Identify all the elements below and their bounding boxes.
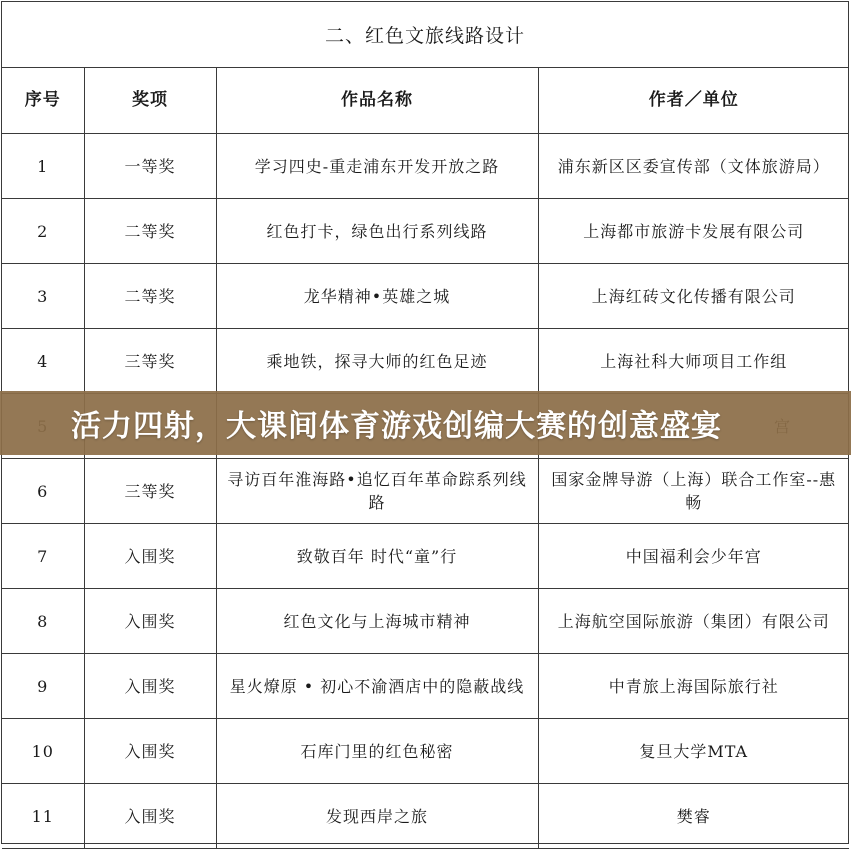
row-award: 入围奖 (84, 784, 216, 849)
row-award: 入围奖 (84, 719, 216, 784)
document-title: 二、红色文旅线路设计 (2, 2, 848, 68)
row-number: 2 (2, 199, 84, 264)
row-author: 上海航空国际旅游（集团）有限公司 (538, 589, 849, 654)
row-award: 入围奖 (84, 589, 216, 654)
row-author: 樊睿 (538, 784, 849, 849)
headline-banner (0, 391, 851, 455)
row-number: 6 (2, 459, 84, 524)
row-author: 国家金牌导游（上海）联合工作室--惠畅 (538, 459, 849, 524)
row-award: 入围奖 (84, 654, 216, 719)
row-work: 龙华精神•英雄之城 (216, 264, 538, 329)
row-author: 中青旅上海国际旅行社 (538, 654, 849, 719)
row-number: 7 (2, 524, 84, 589)
row-award: 二等奖 (84, 199, 216, 264)
table-row (2, 459, 849, 524)
table-row (2, 264, 849, 329)
row-work: 红色文化与上海城市精神 (216, 589, 538, 654)
row-author: 复旦大学MTA (538, 719, 849, 784)
row-number: 4 (2, 329, 84, 394)
row-author: 中国福利会少年宫 (538, 524, 849, 589)
row-author: 上海都市旅游卡发展有限公司 (538, 199, 849, 264)
table-row (2, 199, 849, 264)
row-author: 上海社科大师项目工作组 (538, 329, 849, 394)
row-number: 11 (2, 784, 84, 849)
row-work: 红色打卡，绿色出行系列线路 (216, 199, 538, 264)
row-work: 发现西岸之旅 (216, 784, 538, 849)
row-work: 石库门里的红色秘密 (216, 719, 538, 784)
row-author: 上海红砖文化传播有限公司 (538, 264, 849, 329)
table-row (2, 524, 849, 589)
awards-table (2, 67, 849, 849)
row-number: 8 (2, 589, 84, 654)
table-row (2, 134, 849, 199)
row-number: 10 (2, 719, 84, 784)
row-number: 3 (2, 264, 84, 329)
table-row (2, 589, 849, 654)
row-work: 致敬百年 时代“童”行 (216, 524, 538, 589)
header-number: 序号 (2, 68, 84, 134)
row-number: 1 (2, 134, 84, 199)
row-work: 学习四史-重走浦东开发开放之路 (216, 134, 538, 199)
header-work-name: 作品名称 (216, 68, 538, 134)
table-row (2, 719, 849, 784)
row-work: 寻访百年淮海路•追忆百年革命踪系列线路 (216, 459, 538, 524)
header-author-unit: 作者／单位 (538, 68, 849, 134)
row-award: 二等奖 (84, 264, 216, 329)
header-award: 奖项 (84, 68, 216, 134)
table-row (2, 329, 849, 394)
row-author: 浦东新区区委宣传部（文体旅游局） (538, 134, 849, 199)
row-work: 星火燎原 • 初心不渝酒店中的隐蔽战线 (216, 654, 538, 719)
row-number: 9 (2, 654, 84, 719)
row-award: 三等奖 (84, 329, 216, 394)
table-header-row (2, 68, 849, 134)
table-row (2, 784, 849, 849)
headline-text: 活力四射，大课间体育游戏创编大赛的创意盛宴 (71, 409, 722, 444)
row-award: 三等奖 (84, 459, 216, 524)
row-award: 入围奖 (84, 524, 216, 589)
row-work: 乘地铁，探寻大师的红色足迹 (216, 329, 538, 394)
table-row (2, 654, 849, 719)
row-award: 一等奖 (84, 134, 216, 199)
